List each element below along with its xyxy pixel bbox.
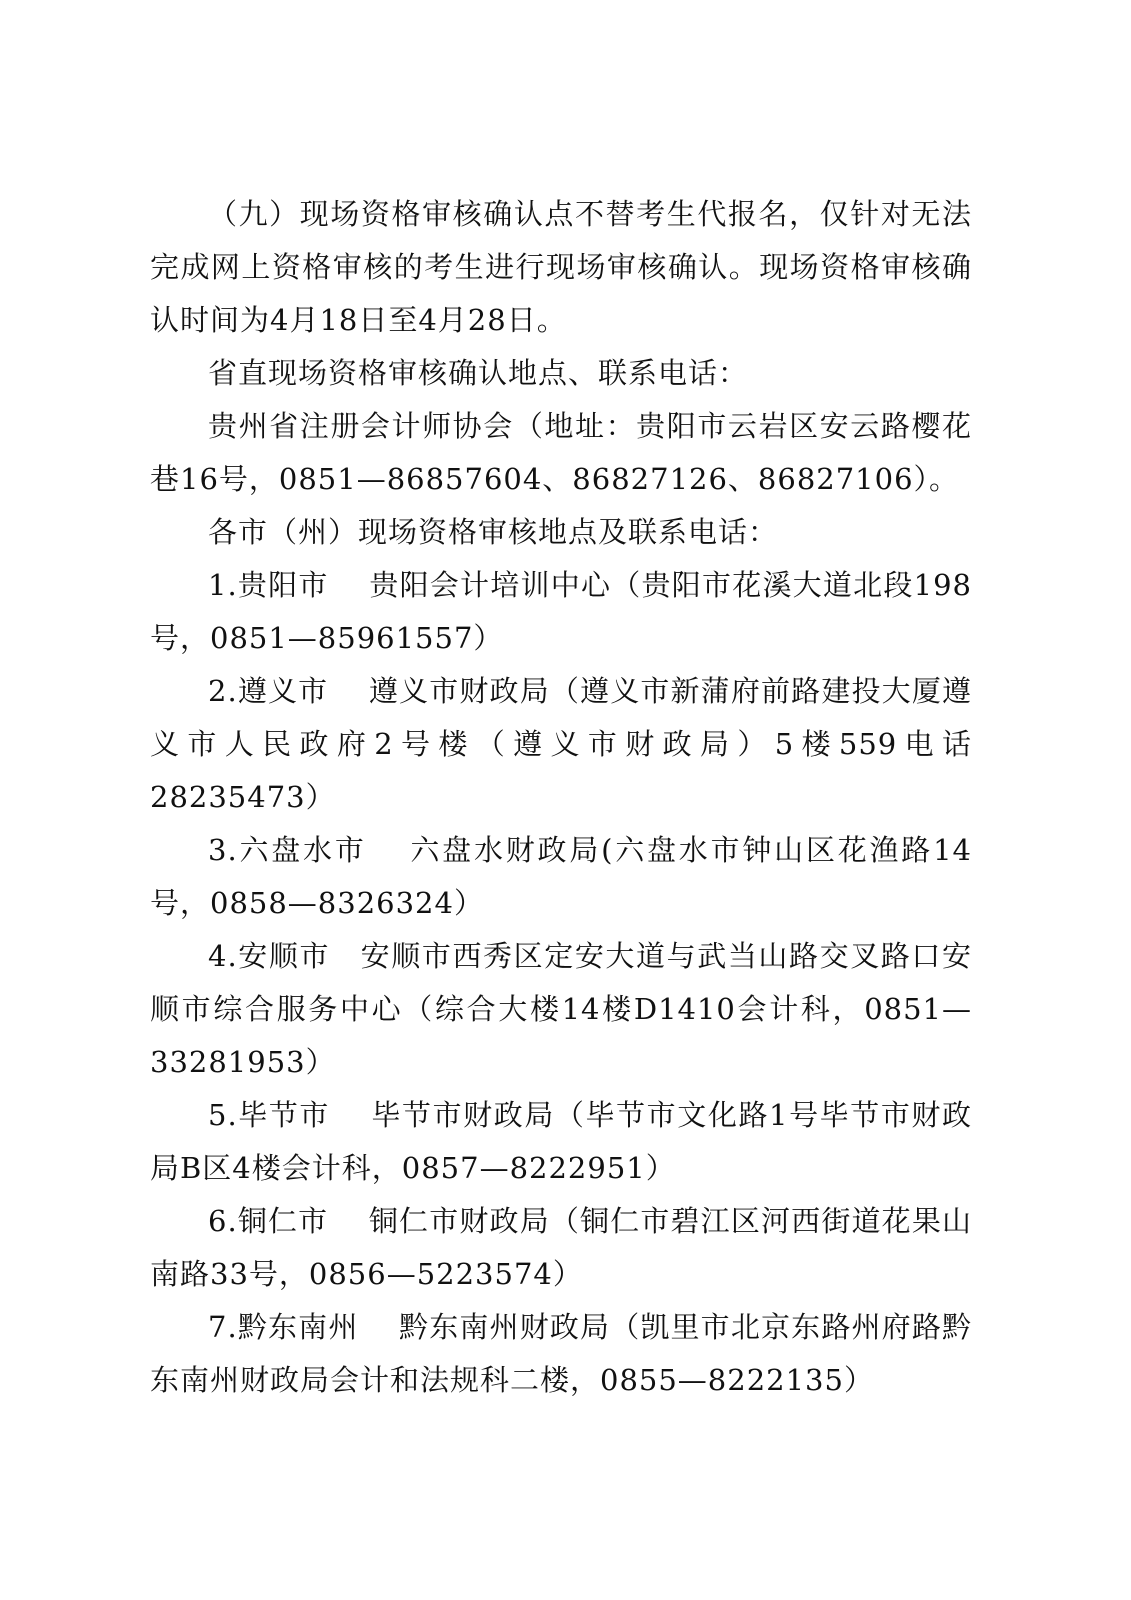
list-item-anshun: 4.安顺市 安顺市西秀区定安大道与武当山路交叉路口安顺市综合服务中心（综合大楼14楼D1410会计科，0851—33281953） xyxy=(150,939,972,1079)
paragraph-city-heading: 各市（州）现场资格审核地点及联系电话： xyxy=(208,515,779,549)
list-item-guiyang: 1.贵阳市 贵阳会计培训中心（贵阳市花溪大道北段198号，0851—85961557） xyxy=(150,568,972,655)
list-item-liupanshui: 3.六盘水市 六盘水财政局(六盘水市钟山区花渔路14号，0858—8326324） xyxy=(150,833,972,920)
list-item-tongren: 6.铜仁市 铜仁市财政局（铜仁市碧江区河西街道花果山南路33号，0856—5223574） xyxy=(150,1204,972,1291)
paragraph-provincial-heading: 省直现场资格审核确认地点、联系电话： xyxy=(208,356,749,390)
paragraph-provincial-address: 贵州省注册会计师协会（地址：贵阳市云岩区安云路樱花巷16号，0851—86857604、86827126、86827106）。 xyxy=(150,409,972,496)
list-item-zunyi: 2.遵义市 遵义市财政局（遵义市新蒲府前路建投大厦遵义市人民政府2号楼（遵义市财政局）5楼559电话28235473） xyxy=(150,674,972,814)
list-item-bijie: 5.毕节市 毕节市财政局（毕节市文化路1号毕节市财政局B区4楼会计科，0857—8222951） xyxy=(150,1098,972,1185)
document-body xyxy=(150,188,972,1407)
paragraph-review-notice: （九）现场资格审核确认点不替考生代报名，仅针对无法完成网上资格审核的考生进行现场审核确认。现场资格审核确认时间为4月18日至4月28日。 xyxy=(150,197,972,337)
list-item-qiandongnan: 7.黔东南州 黔东南州财政局（凯里市北京东路州府路黔东南州财政局会计和法规科二楼，0855—8222135） xyxy=(150,1310,972,1397)
